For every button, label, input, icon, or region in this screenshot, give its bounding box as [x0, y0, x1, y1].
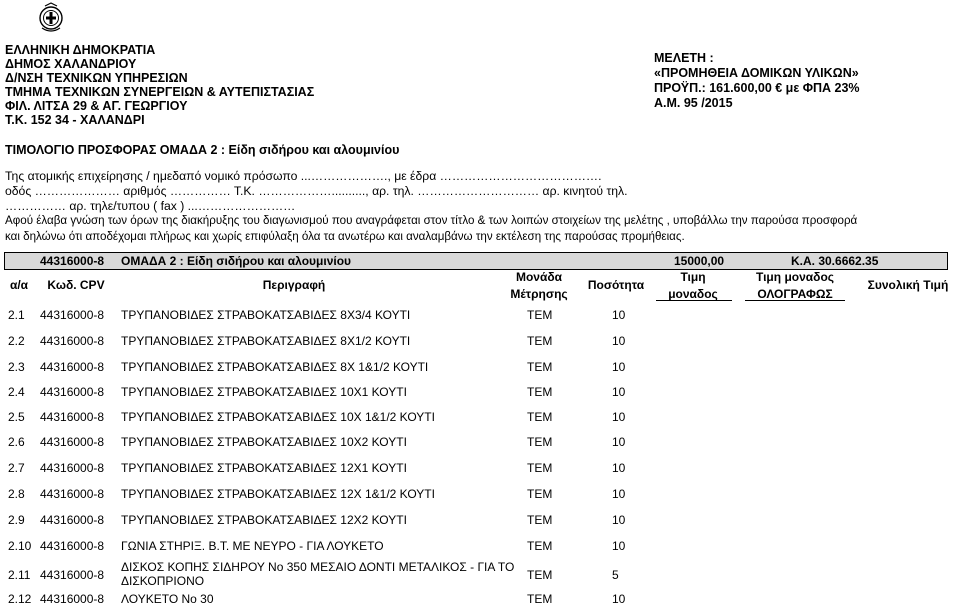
row-desc: ΤΡΥΠΑΝΟΒΙΔΕΣ ΣΤΡΑΒΟΚΑΤΣΑΒΙΔΕΣ 10Χ1 ΚΟΥΤΙ: [121, 385, 407, 399]
col-price-words: [745, 270, 845, 301]
col-total: Συνολική Τιμή: [867, 278, 949, 292]
row-unit: ΤΕΜ: [527, 360, 553, 374]
header-right-line: ΜΕΛΕΤΗ :: [654, 51, 714, 65]
col-price-words-line2: ΟΛΟΓΡΑΦΩΣ: [757, 287, 833, 301]
row-aa: 2.12: [8, 592, 32, 606]
col-price-words-line1: Τιμη μοναδος: [755, 270, 835, 284]
row-cpv: 44316000-8: [40, 592, 105, 606]
col-unit: [509, 270, 569, 301]
row-desc: ΤΡΥΠΑΝΟΒΙΔΕΣ ΣΤΡΑΒΟΚΑΤΣΑΒΙΔΕΣ 8Χ1/2 ΚΟΥΤΙ: [121, 334, 411, 348]
row-desc-cont: ΔΙΣΚΟΠΡΙΟΝΟ: [121, 574, 205, 588]
header-left-line: ΤΜΗΜΑ ΤΕΧΝΙΚΩΝ ΣΥΝΕΡΓΕΙΩΝ & ΑΥΤΕΠΙΣΤΑΣΙΑΣ: [5, 85, 315, 99]
row-unit: ΤΕΜ: [527, 435, 553, 449]
price-words-column-line: [745, 300, 845, 301]
row-aa: 2.8: [8, 487, 25, 501]
row-cpv: 44316000-8: [40, 513, 105, 527]
row-desc: ΓΩΝΙΑ ΣΤΗΡΙΞ. Β.Τ. ΜΕ ΝΕΥΡΟ - ΓΙΑ ΛΟΥΚΕΤΟ: [121, 539, 384, 553]
row-cpv: 44316000-8: [40, 385, 105, 399]
row-unit: ΤΕΜ: [527, 385, 553, 399]
row-aa: 2.10: [8, 539, 32, 553]
col-desc: Περιγραφή: [262, 278, 326, 292]
row-aa: 2.6: [8, 435, 25, 449]
row-desc: ΤΡΥΠΑΝΟΒΙΔΕΣ ΣΤΡΑΒΟΚΑΤΣΑΒΙΔΕΣ 10Χ2 ΚΟΥΤΙ: [121, 435, 407, 449]
row-qty: 10: [612, 435, 626, 449]
row-qty: 10: [612, 360, 626, 374]
row-unit: ΤΕΜ: [527, 487, 553, 501]
header-right-line: ΠΡΟΫΠ.: 161.600,00 € με ΦΠΑ 23%: [654, 81, 860, 95]
row-unit: ΤΕΜ: [527, 539, 553, 553]
header-right: [654, 51, 860, 111]
row-unit: ΤΕΜ: [527, 461, 553, 475]
row-unit: ΤΕΜ: [527, 568, 553, 582]
price-column-line: [656, 300, 732, 301]
group-cpv: 44316000-8: [40, 254, 105, 268]
row-qty: 10: [612, 385, 626, 399]
row-desc: ΤΡΥΠΑΝΟΒΙΔΕΣ ΣΤΡΑΒΟΚΑΤΣΑΒΙΔΕΣ 12Χ2 ΚΟΥΤΙ: [121, 513, 407, 527]
row-qty: 10: [612, 410, 626, 424]
row-desc: ΤΡΥΠΑΝΟΒΙΔΕΣ ΣΤΡΑΒΟΚΑΤΣΑΒΙΔΕΣ 8Χ 1&1/2 ΚΟΥΤΙ: [121, 360, 429, 374]
col-aa: α/α: [9, 278, 29, 292]
greek-emblem-icon: [38, 2, 64, 32]
row-cpv: 44316000-8: [40, 360, 105, 374]
row-cpv: 44316000-8: [40, 334, 105, 348]
form-line-3: …………… αρ. τηλε/τυπου ( fax ) ...……………………: [5, 199, 296, 213]
row-qty: 10: [612, 513, 626, 527]
col-price-line2: μοναδος: [668, 287, 718, 301]
header-left-line: ΦΙΛ. ΛΙΤΣΑ 29 & ΑΓ. ΓΕΩΡΓΙΟΥ: [5, 99, 188, 113]
row-qty: 10: [612, 592, 626, 606]
row-aa: 2.9: [8, 513, 25, 527]
row-qty: 10: [612, 308, 626, 322]
row-aa: 2.5: [8, 410, 25, 424]
row-unit: ΤΕΜ: [527, 308, 553, 322]
row-qty: 10: [612, 334, 626, 348]
row-cpv: 44316000-8: [40, 308, 105, 322]
row-qty: 5: [612, 568, 619, 582]
document-title: ΤΙΜΟΛΟΓΙΟ ΠΡΟΣΦΟΡΑΣ ΟΜΑΔΑ 2 : Είδη σιδήρου και αλουμινίου: [5, 143, 400, 157]
row-unit: ΤΕΜ: [527, 513, 553, 527]
col-unit-line1: Μονάδα: [515, 270, 563, 284]
header-left-line: Τ.Κ. 152 34 - ΧΑΛΑΝΔΡΙ: [5, 113, 145, 127]
group-amount: 15000,00: [674, 254, 725, 268]
form-line-1: Της ατομικής επιχείρησης / ημεδαπό νομικό πρόσωπο ...………………., με έδρα ………………………………….: [5, 169, 602, 183]
header-right-line: Α.Μ. 95 /2015: [654, 96, 733, 110]
row-aa: 2.2: [8, 334, 25, 348]
row-desc: ΤΡΥΠΑΝΟΒΙΔΕΣ ΣΤΡΑΒΟΚΑΤΣΑΒΙΔΕΣ 12Χ1 ΚΟΥΤΙ: [121, 461, 407, 475]
declaration-line-2: και δηλώνω ότι αποδέχομαι πλήρως και χωρίς επιφύλαξη όλα τα ανωτέρω και αναλαμβάνω την εκτέλεση της παρούσας προμήθειας.: [5, 230, 685, 243]
row-qty: 10: [612, 539, 626, 553]
col-price-line1: Τιμη: [680, 270, 706, 284]
row-unit: ΤΕΜ: [527, 592, 553, 606]
declaration-line-1: Αφού έλαβα γνώση των όρων της διακήρυξης του διαγωνισμού που αναγράφεται στον τίτλο & των λοιπών στοιχείων της μελέτης , υποβάλλω την παρούσα προσφορά: [5, 214, 858, 227]
row-desc: ΤΡΥΠΑΝΟΒΙΔΕΣ ΣΤΡΑΒΟΚΑΤΣΑΒΙΔΕΣ 12Χ 1&1/2 ΚΟΥΤΙ: [121, 487, 435, 501]
row-qty: 10: [612, 487, 626, 501]
row-aa: 2.11: [8, 568, 31, 582]
header-left-line: ΔΗΜΟΣ ΧΑΛΑΝΔΡΙΟΥ: [5, 57, 137, 71]
row-desc: ΤΡΥΠΑΝΟΒΙΔΕΣ ΣΤΡΑΒΟΚΑΤΣΑΒΙΔΕΣ 10Χ 1&1/2 ΚΟΥΤΙ: [121, 410, 435, 424]
row-qty: 10: [612, 461, 626, 475]
row-desc: ΛΟΥΚΕΤΟ No 30: [121, 592, 214, 606]
col-price: [658, 270, 728, 301]
group-label: ΟΜΑΔΑ 2 : Είδη σιδήρου και αλουμινίου: [121, 254, 352, 268]
row-unit: ΤΕΜ: [527, 410, 553, 424]
row-cpv: 44316000-8: [40, 461, 105, 475]
form-line-2: οδός ………………… αριθμός …………… Τ.Κ. ……………….........., αρ. τηλ. ………………………… αρ. κινητού τηλ.: [5, 184, 628, 198]
row-desc: ΔΙΣΚΟΣ ΚΟΠΗΣ ΣΙΔΗΡΟΥ No 350 ΜΕΣΑΙΟ ΔΟΝΤΙ ΜΕΤΑΛΙΚΟΣ - ΓΙΑ ΤΟ: [121, 560, 515, 574]
group-ka: Κ.Α. 30.6662.35: [791, 254, 879, 268]
row-unit: ΤΕΜ: [527, 334, 553, 348]
row-aa: 2.4: [8, 385, 25, 399]
row-aa: 2.3: [8, 360, 25, 374]
row-cpv: 44316000-8: [40, 487, 105, 501]
row-cpv: 44316000-8: [40, 568, 105, 582]
row-aa: 2.1: [8, 308, 25, 322]
row-cpv: 44316000-8: [40, 435, 105, 449]
row-cpv: 44316000-8: [40, 410, 105, 424]
header-left: [5, 43, 314, 127]
col-cpv: Κωδ. CPV: [47, 278, 105, 292]
row-desc: ΤΡΥΠΑΝΟΒΙΔΕΣ ΣΤΡΑΒΟΚΑΤΣΑΒΙΔΕΣ 8Χ3/4 ΚΟΥΤΙ: [121, 308, 411, 322]
col-qty: Ποσότητα: [587, 278, 645, 292]
row-aa: 2.7: [8, 461, 25, 475]
col-unit-line2: Μέτρησης: [510, 287, 568, 301]
row-cpv: 44316000-8: [40, 539, 105, 553]
header-left-line: Δ/ΝΣΗ ΤΕΧΝΙΚΩΝ ΥΠΗΡΕΣΙΩΝ: [5, 71, 188, 85]
header-right-line: «ΠΡΟΜΗΘΕΙΑ ΔΟΜΙΚΩΝ ΥΛΙΚΩΝ»: [654, 66, 859, 80]
header-left-line: ΕΛΛΗΝΙΚΗ ΔΗΜΟΚΡΑΤΙΑ: [5, 43, 156, 57]
